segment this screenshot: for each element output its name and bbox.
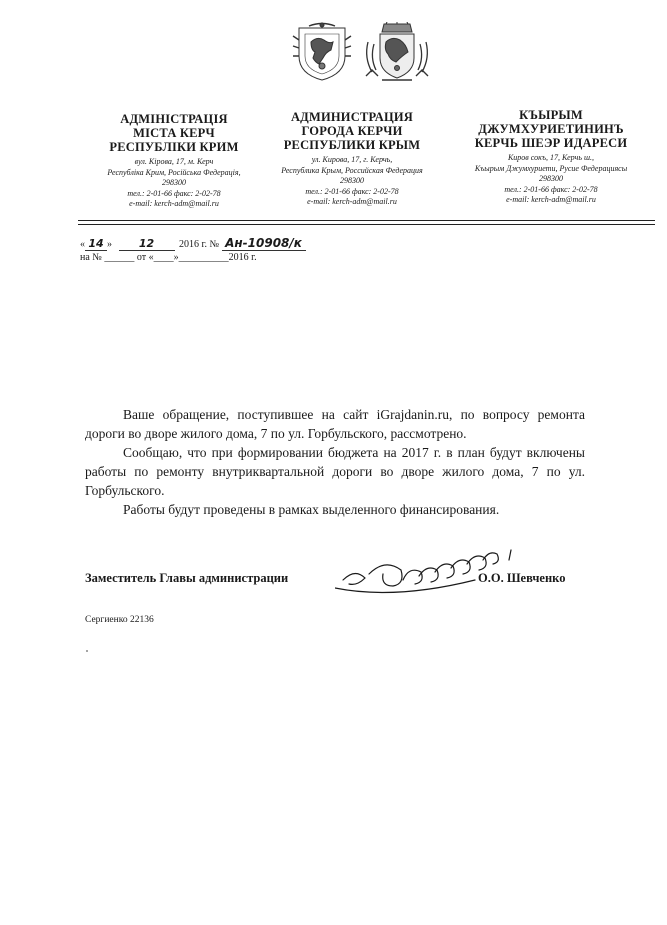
- reference-number: Ан-10908/к: [222, 236, 306, 251]
- kerch-coat-of-arms-icon: [362, 22, 432, 84]
- reference-day: 14: [85, 237, 107, 251]
- signatory-name: О.О. Шевченко: [478, 571, 566, 585]
- header-divider: [78, 220, 655, 221]
- executor-note: Сергиенко 22136: [85, 615, 154, 625]
- handwritten-signature-icon: [335, 540, 515, 600]
- reference-month: 12: [119, 237, 175, 251]
- letter-body: [85, 405, 585, 519]
- header-ukrainian: [82, 112, 266, 210]
- header-divider-thin: [78, 224, 655, 225]
- body-paragraph: Работы будут проведены в рамках выделенного финансирования.: [123, 502, 500, 517]
- reference-line-outgoing: « 14 » 12 2016 г. № Ан-10908/к: [80, 236, 306, 251]
- header-ukrainian-address: вул. Кірова, 17, м. Керч Республіка Крим, Російська Федерація, 298300 тел.: 2-01-66 факс: 2-02-78 e-mail: kerch-adm@mail.ru: [107, 157, 241, 208]
- header-crimean-tatar-address: Киров сокъ, 17, Керчь ш., Къырым Джумхуриети, Русие Федерациясы 298300 тел.: 2-01-66 факс: 2-02-78 e-mail: kerch-adm@mail.ru: [474, 153, 628, 204]
- header-russian-address: ул. Кирова, 17, г. Керчь, Республика Крым, Российская Федерация 298300 тел.: 2-01-66 факс: 2-02-78 e-mail: kerch-adm@mail.ru: [281, 155, 423, 206]
- body-paragraph: Сообщаю, что при формировании бюджета на 2017 г. в план будут включены работы по ремонту внутриквартальной дороги во дворе жилого дома, 7 по ул. Горбульского.: [85, 445, 585, 498]
- scan-speck: [86, 650, 88, 652]
- header-crimean-tatar: [448, 108, 654, 206]
- header-russian-title: АДМИНИСТРАЦИЯ ГОРОДА КЕРЧИ РЕСПУБЛИКИ КРЫМ: [283, 110, 421, 152]
- reference-line-incoming: на № ______ от «____»__________2016 г.: [80, 252, 257, 263]
- header-russian: [262, 110, 442, 208]
- header-ukrainian-title: АДМІНІСТРАЦІЯ МІСТА КЕРЧ РЕСПУБЛІКИ КРИМ: [109, 112, 239, 154]
- signatory-title: Заместитель Главы администрации: [85, 571, 289, 585]
- header-crimean-tatar-title: КЪЫРЫМ ДЖУМХУРИЕТИНИНЪ КЕРЧЬ ШЕЭР ИДАРЕСИ: [474, 108, 628, 150]
- crimea-coat-of-arms-icon: [291, 22, 353, 84]
- body-paragraph: Ваше обращение, поступившее на сайт iGrajdanin.ru, по вопросу ремонта дороги во дворе жилого дома, 7 по ул. Горбульского, рассмотрено.: [85, 407, 585, 441]
